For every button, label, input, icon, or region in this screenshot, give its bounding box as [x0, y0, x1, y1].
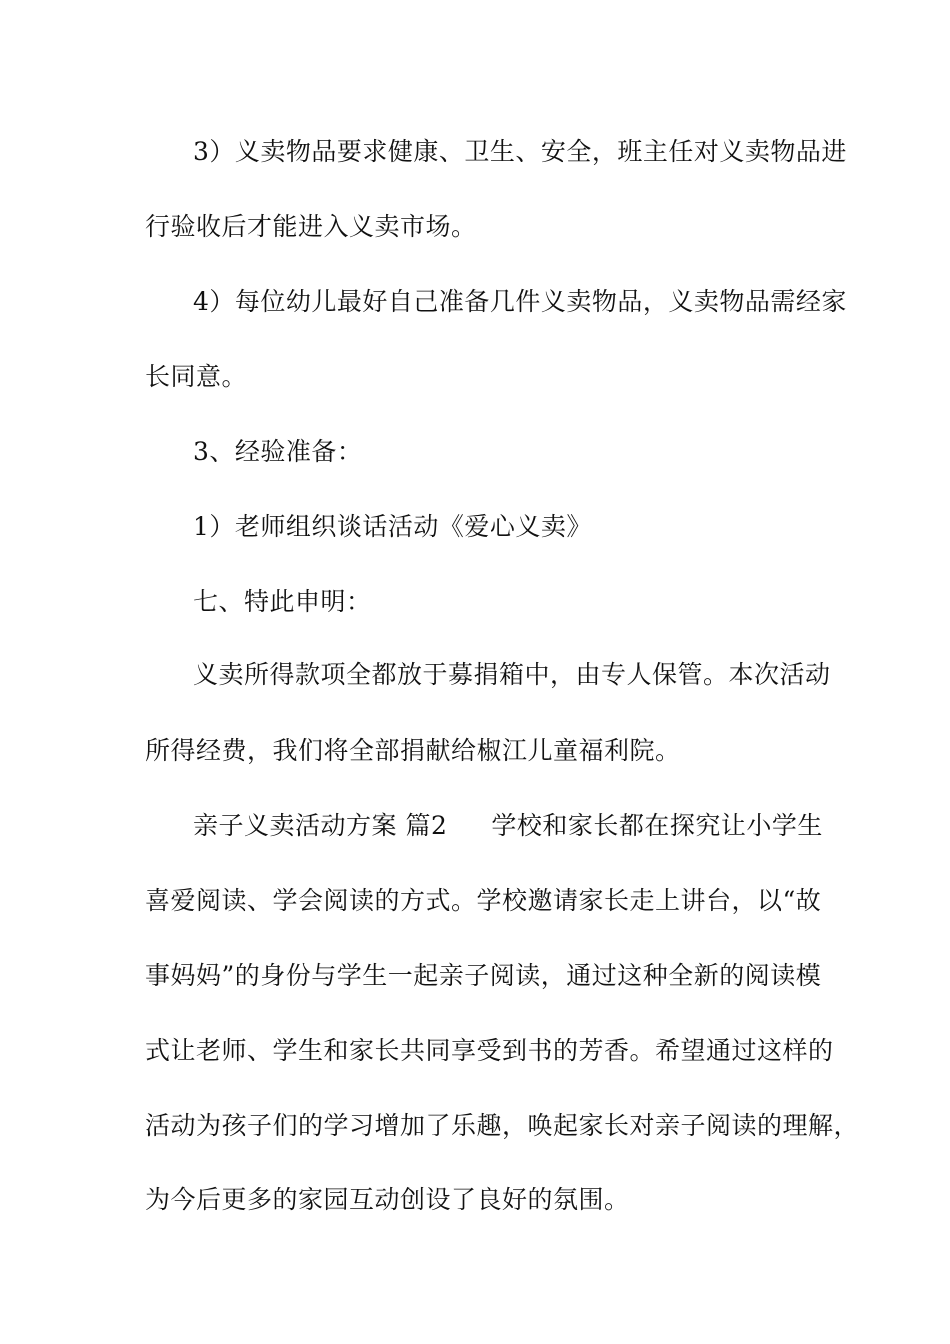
text-line: 4）每位幼儿最好自己准备几件义卖物品，义卖物品需经家	[193, 287, 847, 316]
text-line: 行验收后才能进入义卖市场。	[145, 212, 477, 241]
text-line	[193, 810, 823, 842]
paragraph-start: 学校和家长都在探究让小学生	[491, 811, 823, 840]
text-line: 1）老师组织谈话活动《爱心义卖》	[193, 512, 592, 541]
text-line: 活动为孩子们的学习增加了乐趣，唤起家长对亲子阅读的理解，	[145, 1111, 860, 1140]
section-heading: 3、经验准备：	[193, 437, 363, 466]
text-line: 喜爱阅读、学会阅读的方式。学校邀请家长走上讲台，以“故	[145, 886, 822, 915]
text-line: 长同意。	[145, 362, 248, 391]
text-line: 义卖所得款项全都放于募捐箱中，由专人保管。本次活动	[193, 660, 831, 689]
text-line: 为今后更多的家园互动创设了良好的氛围。	[145, 1185, 630, 1214]
text-line: 所得经费，我们将全部捐献给椒江儿童福利院。	[145, 736, 681, 765]
text-line: 3）义卖物品要求健康、卫生、安全，班主任对义卖物品进	[193, 137, 847, 166]
section-heading: 七、特此申明：	[193, 587, 372, 616]
text-line: 事妈妈”的身份与学生一起亲子阅读，通过这种全新的阅读模	[145, 961, 822, 990]
text-line: 式让老师、学生和家长共同享受到书的芳香。希望通过这样的	[145, 1036, 834, 1065]
article-title: 亲子义卖活动方案 篇2	[193, 811, 448, 840]
